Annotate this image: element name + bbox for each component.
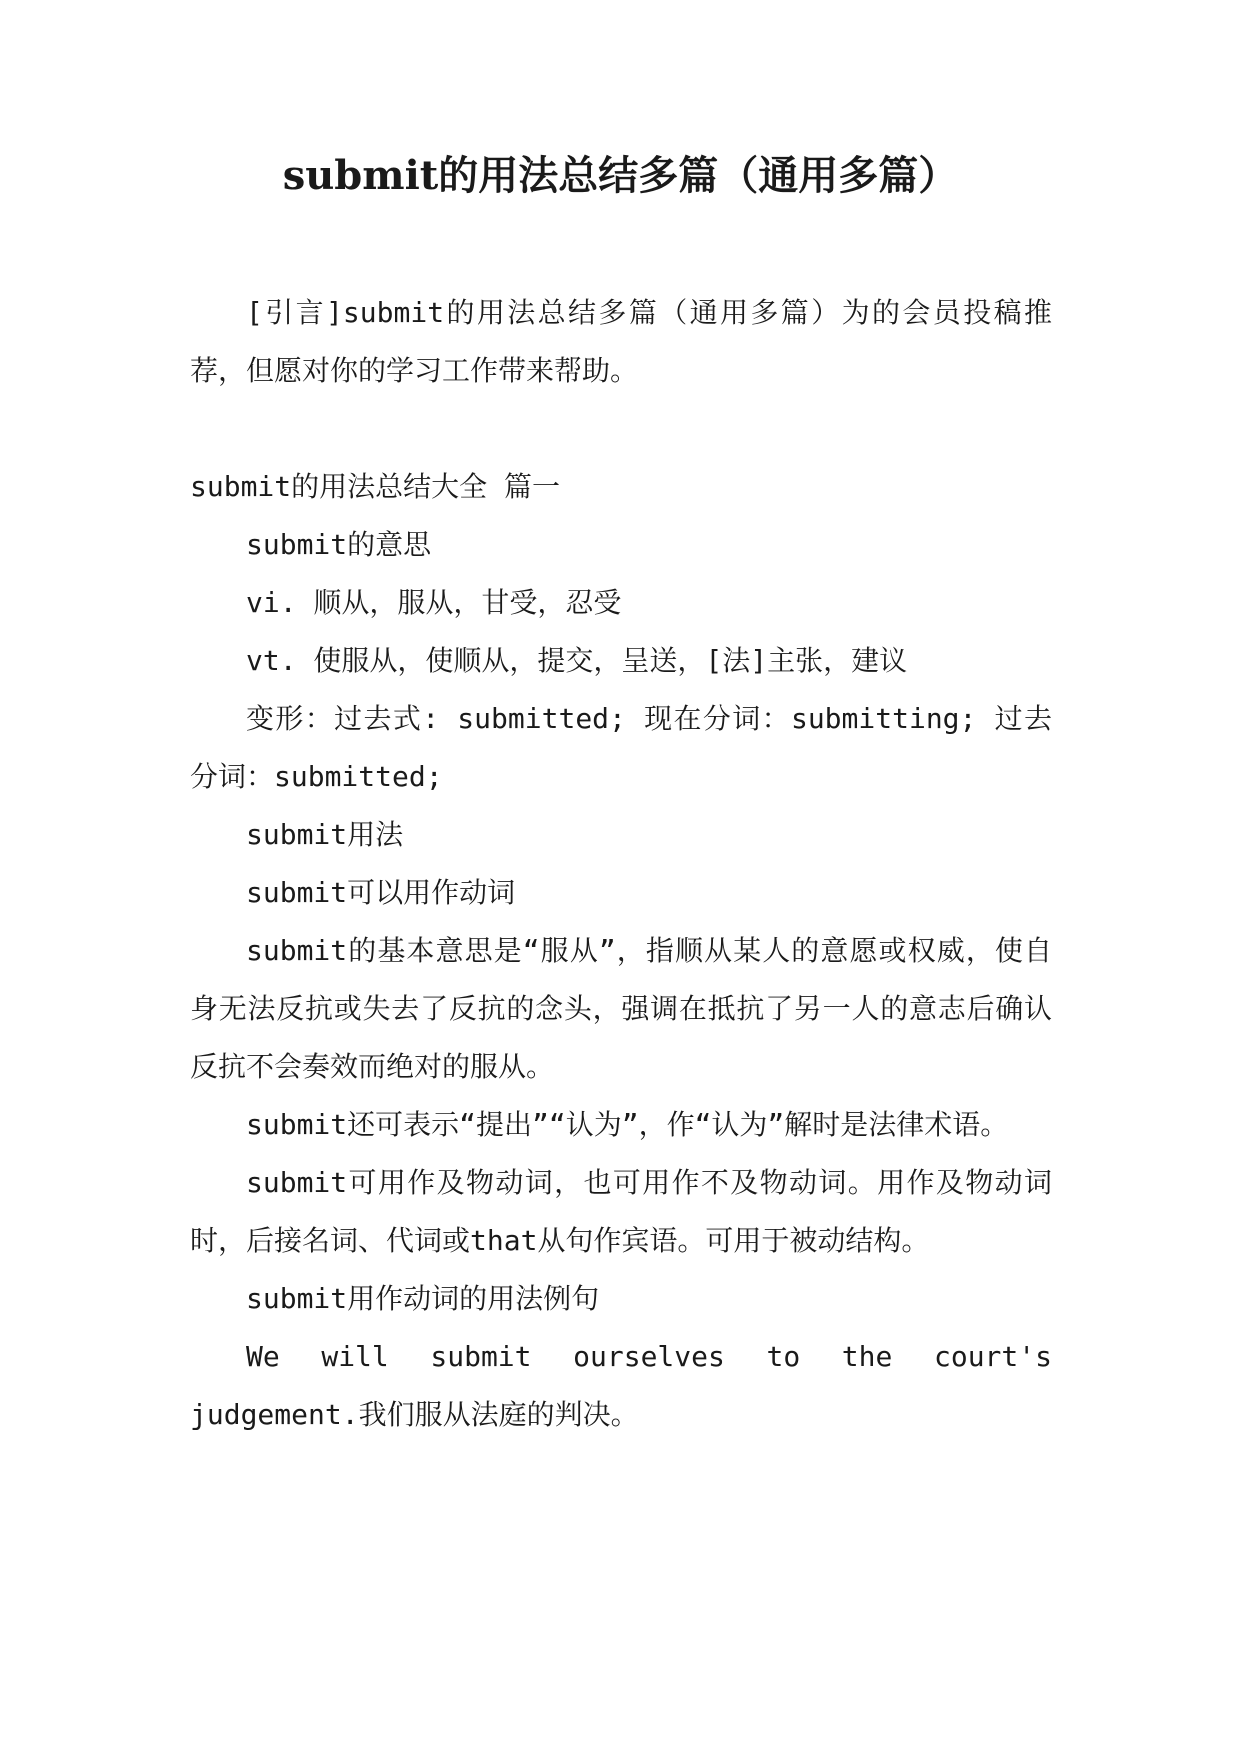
examples-heading: submit用作动词的用法例句 bbox=[246, 1282, 600, 1315]
vi-definition: vi. 顺从，服从，甘受，忍受 bbox=[246, 586, 622, 619]
example-sentence: We will submit ourselves to the court's bbox=[246, 1340, 1052, 1373]
document-title: submit的用法总结多篇（通用多篇） bbox=[282, 152, 959, 199]
spacer bbox=[190, 400, 1052, 458]
verb-heading: submit可以用作动词 bbox=[246, 876, 516, 909]
also-means-paragraph: submit还可表示“提出”“认为”，作“认为”解时是法律术语。 bbox=[246, 1108, 1009, 1141]
document-body bbox=[190, 284, 1052, 1444]
basic-meaning-paragraph: submit的基本意思是“服从”，指顺从某人的意愿或权威，使自身无法反抗或失去了反抗的念头，强调在抵抗了另一人的意志后确认反抗不会奏效而绝对的服从。 bbox=[190, 934, 1052, 1083]
transitive-paragraph: submit可用作及物动词，也可用作不及物动词。用作及物动词时，后接名词、代词或that从句作宾语。可用于被动结构。 bbox=[190, 1166, 1052, 1257]
section-heading: submit的用法总结大全 篇一 bbox=[190, 470, 561, 503]
meaning-heading: submit的意思 bbox=[246, 528, 432, 561]
intro-paragraph: [引言]submit的用法总结多篇（通用多篇）为的会员投稿推荐，但愿对你的学习工作带来帮助。 bbox=[190, 296, 1052, 387]
usage-heading: submit用法 bbox=[246, 818, 404, 851]
vt-definition: vt. 使服从，使顺从，提交，呈送，[法]主张，建议 bbox=[246, 644, 908, 677]
example-translation: judgement.我们服从法庭的判决。 bbox=[190, 1398, 639, 1431]
word-forms: 变形：过去式: submitted; 现在分词：submitting; 过去分词：submitted; bbox=[190, 702, 1052, 793]
